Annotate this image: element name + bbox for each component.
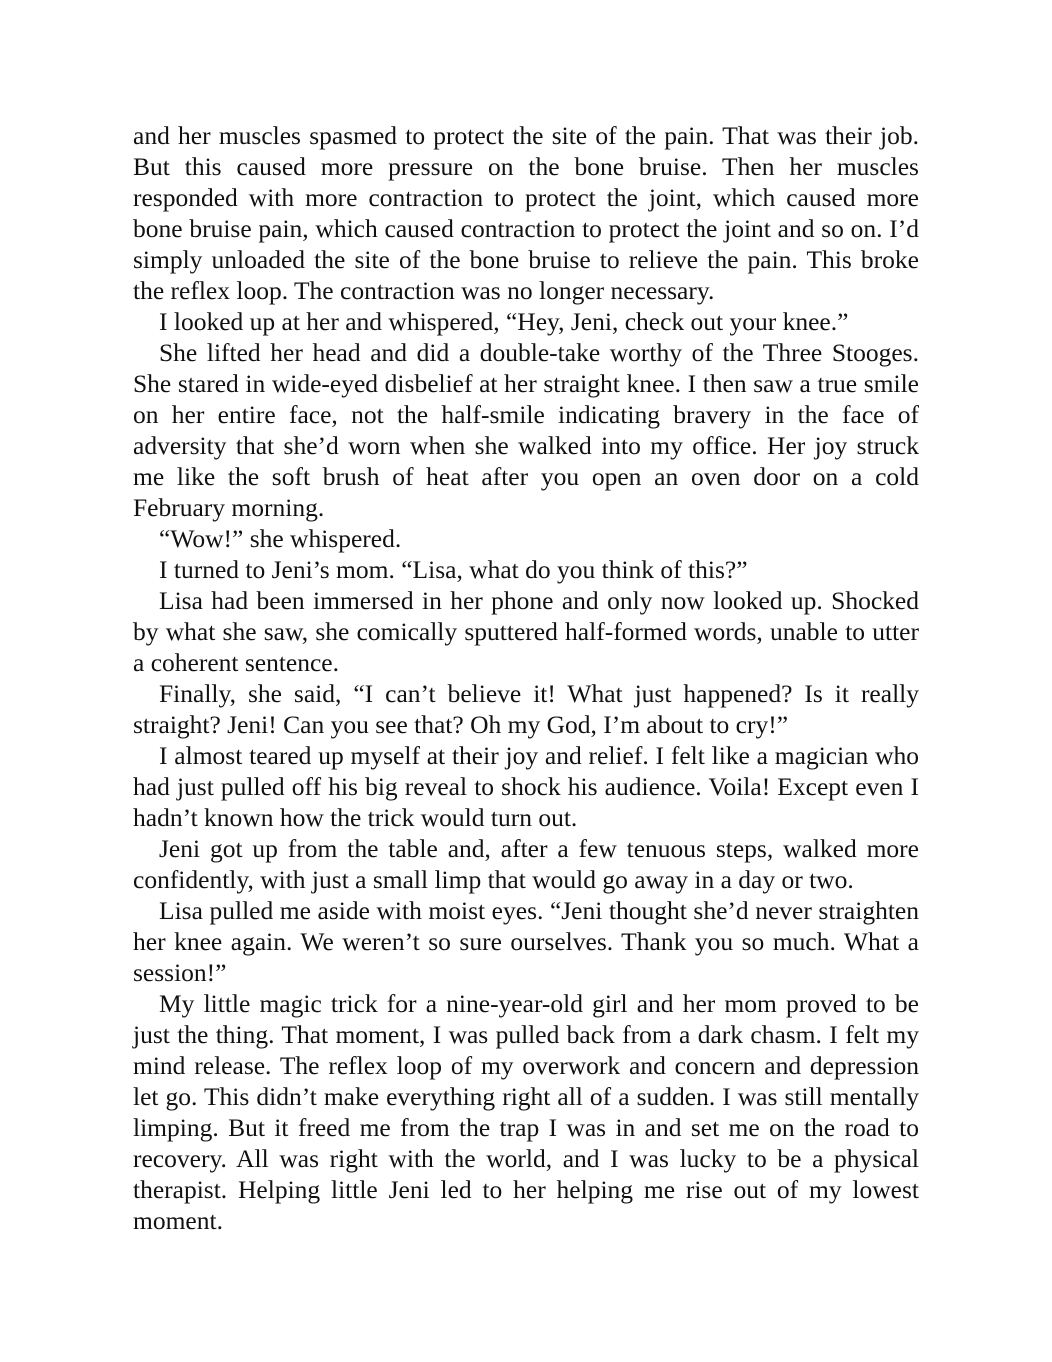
paragraph: I looked up at her and whispered, “Hey, Jeni, check out your knee.” [159,307,849,336]
paragraph: I almost teared up myself at their joy and relief. I felt like a magician who had just pulled off his big reveal to shock his audience. Voila! Except even I hadn’t known how the trick would turn out. [133,741,919,832]
paragraph: I turned to Jeni’s mom. “Lisa, what do you think of this?” [159,555,748,584]
paragraph-continuation: and her muscles spasmed to protect the site of the pain. That was their job. But this caused more pressure on the bone bruise. Then her muscles responded with more contraction to protect the joint, which caused more bone bruise pain, which caused contraction to protect the joint and so on. I’d simply unloaded the site of the bone bruise to relieve the pain. This broke the reflex loop. The contraction was no longer necessary. [133,121,919,305]
paragraph: Lisa had been immersed in her phone and only now looked up. Shocked by what she saw, she comically sputtered half-formed words, unable to utter a coherent sentence. [133,586,919,677]
page-body [133,120,919,1236]
paragraph: Lisa pulled me aside with moist eyes. “Jeni thought she’d never straighten her knee again. We weren’t so sure ourselves. Thank you so much. What a session!” [133,896,919,987]
paragraph: Finally, she said, “I can’t believe it! What just happened? Is it really straight? Jeni! Can you see that? Oh my God, I’m about to cry!” [133,679,919,739]
paragraph: “Wow!” she whispered. [159,524,402,553]
paragraph: She lifted her head and did a double-take worthy of the Three Stooges. She stared in wide-eyed disbelief at her straight knee. I then saw a true smile on her entire face, not the half-smile indicating bravery in the face of adversity that she’d worn when she walked into my office. Her joy struck me like the soft brush of heat after you open an oven door on a cold February morning. [133,338,919,522]
paragraph: Jeni got up from the table and, after a few tenuous steps, walked more confidently, with just a small limp that would go away in a day or two. [133,834,919,894]
paragraph: My little magic trick for a nine-year-old girl and her mom proved to be just the thing. That moment, I was pulled back from a dark chasm. I felt my mind release. The reflex loop of my overwork and concern and depression let go. This didn’t make everything right all of a sudden. I was still mentally limping. But it freed me from the trap I was in and set me on the road to recovery. All was right with the world, and I was lucky to be a physical therapist. Helping little Jeni led to her helping me rise out of my lowest moment. [133,989,919,1235]
